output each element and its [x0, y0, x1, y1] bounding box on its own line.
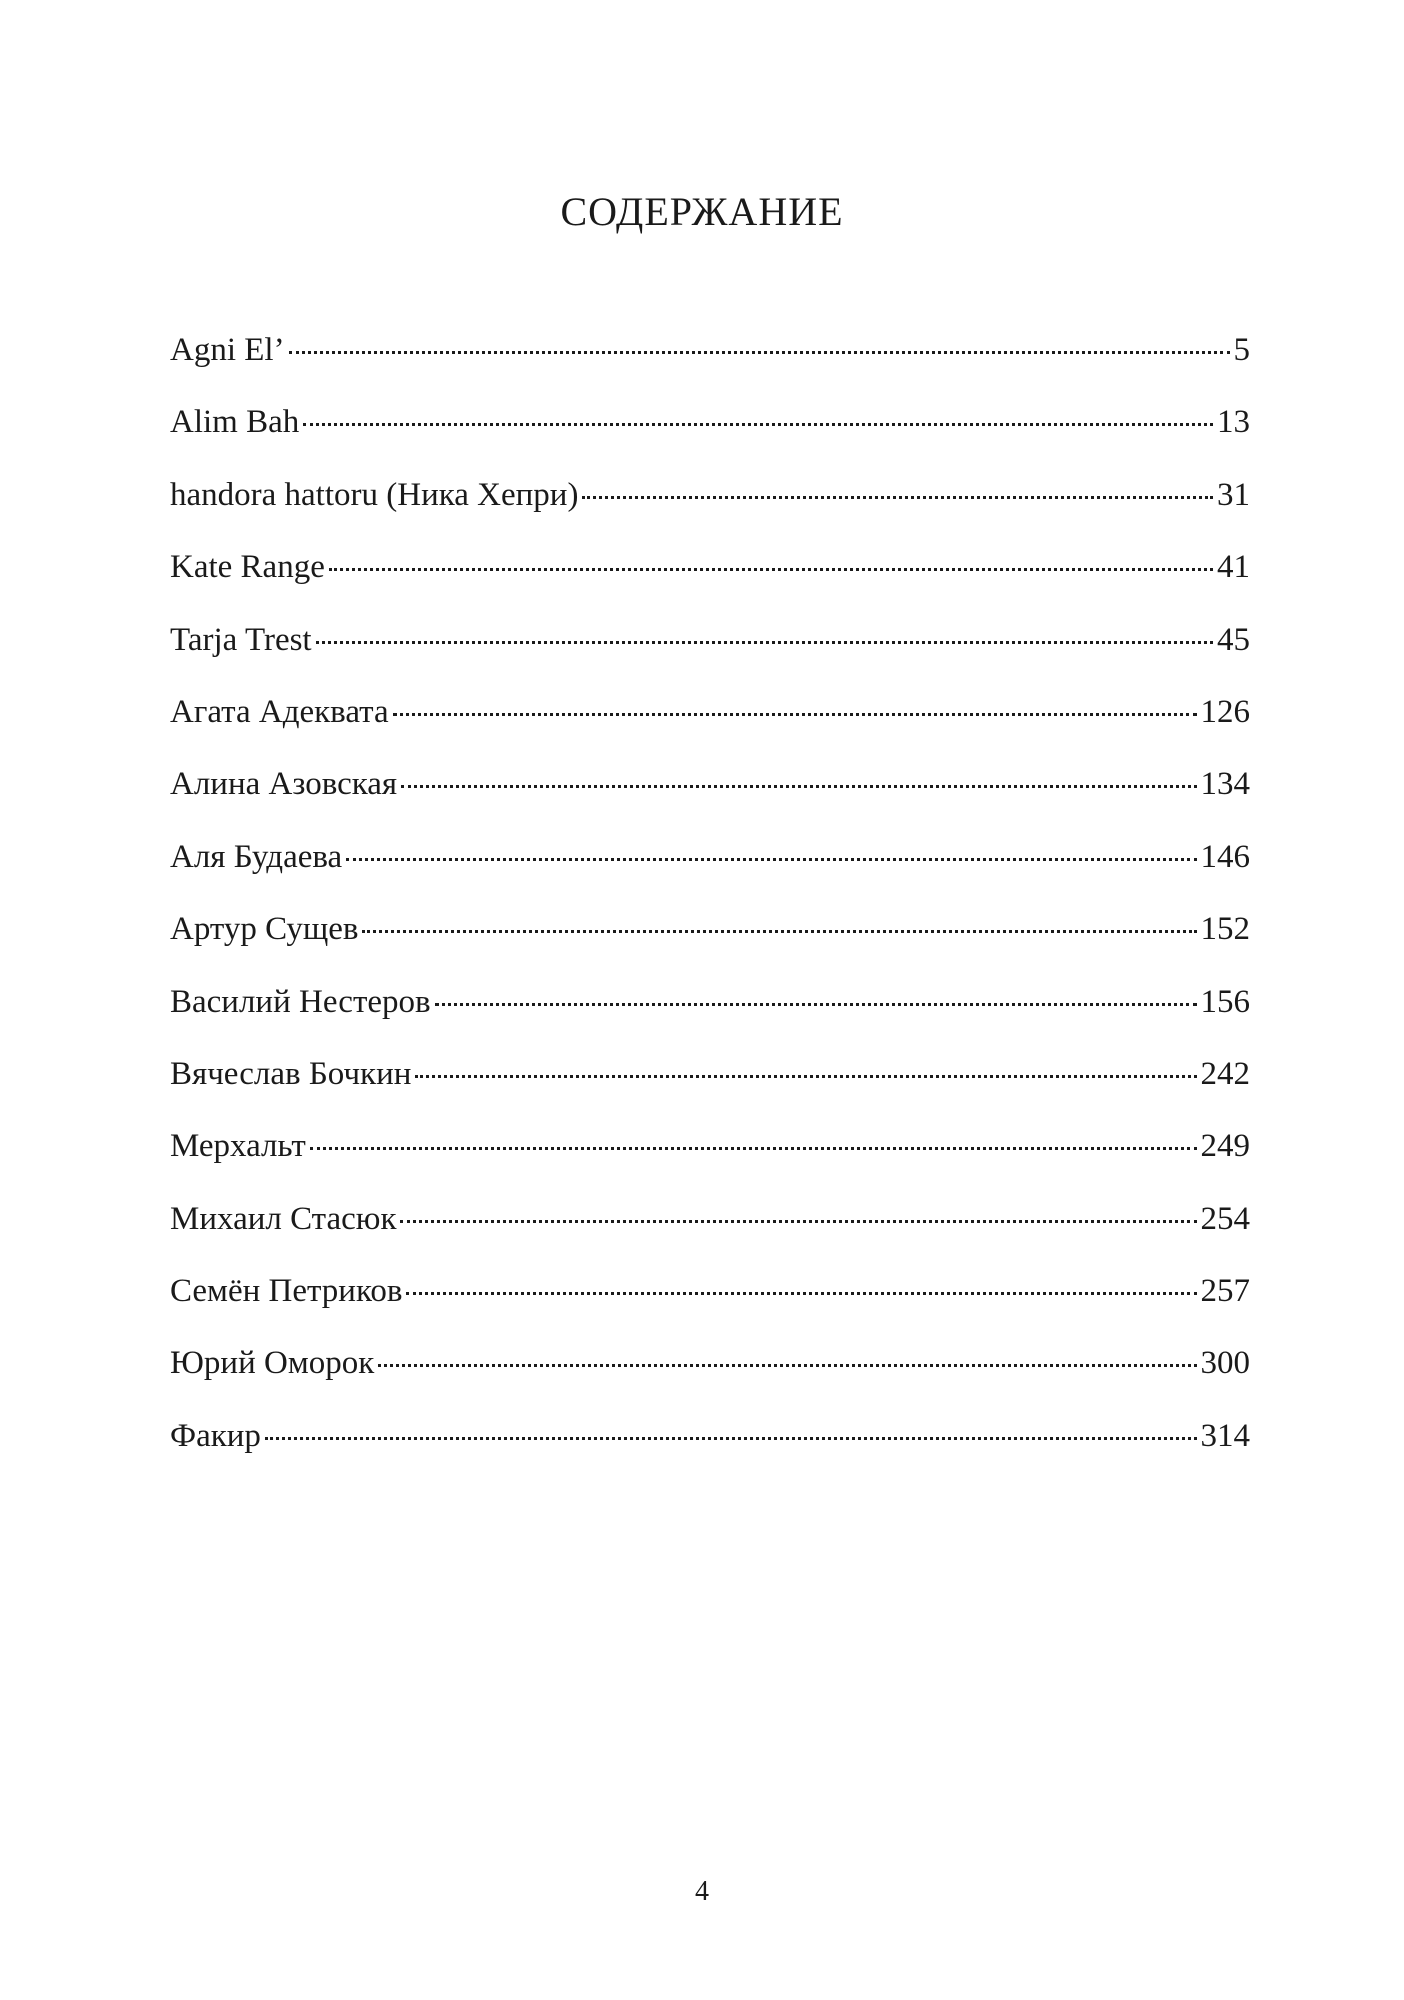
toc-entry[interactable] [170, 402, 1250, 474]
dot-leader [316, 641, 1213, 644]
toc-entry-page: 45 [1217, 621, 1250, 658]
toc-entry-page: 146 [1200, 838, 1250, 875]
dot-leader [393, 713, 1197, 716]
toc-entry[interactable] [170, 330, 1250, 402]
toc-entry[interactable] [170, 909, 1250, 981]
toc-entry-name: handora hattoru (Ника Хепри) [170, 476, 579, 513]
toc-entry-name: Agni El’ [170, 332, 285, 368]
toc-entry-name: Факир [170, 1417, 261, 1454]
page-number: 4 [695, 1876, 709, 1907]
toc-entry-name: Агата Адеквата [170, 693, 389, 730]
toc-entry-page: 13 [1217, 404, 1250, 441]
toc-entry-page: 249 [1200, 1128, 1250, 1165]
toc-entry[interactable] [170, 764, 1250, 836]
toc-entry-name: Юрий Оморок [170, 1345, 375, 1382]
toc-entry[interactable] [170, 1416, 1250, 1488]
toc-entry-name: Tarja Trest [170, 621, 312, 658]
toc-entry[interactable] [170, 547, 1250, 619]
toc-entry[interactable] [170, 1271, 1250, 1343]
toc-entry-name: Михаил Стасюк [170, 1200, 397, 1237]
dot-leader [310, 1147, 1197, 1150]
toc-entry-name: Alim Bah [170, 404, 300, 441]
toc-entry-page: 314 [1200, 1417, 1250, 1454]
dot-leader [289, 351, 1230, 354]
dot-leader [435, 1003, 1197, 1006]
toc-entry-page: 254 [1200, 1200, 1250, 1237]
dot-leader [401, 785, 1196, 788]
toc-entry-name: Kate Range [170, 549, 325, 586]
dot-leader [582, 496, 1213, 499]
toc-entry-page: 257 [1200, 1273, 1250, 1310]
dot-leader [303, 423, 1213, 426]
toc-entry-name: Вячеслав Бочкин [170, 1055, 412, 1092]
toc-entry-page: 126 [1200, 693, 1250, 730]
toc-entry[interactable] [170, 692, 1250, 764]
toc-entry[interactable] [170, 837, 1250, 909]
toc-entry-page: 242 [1200, 1055, 1250, 1092]
toc-entry[interactable] [170, 982, 1250, 1054]
dot-leader [346, 858, 1196, 861]
toc-entry-page: 134 [1200, 766, 1250, 803]
toc-entry[interactable] [170, 1054, 1250, 1126]
toc-entry[interactable] [170, 620, 1250, 692]
toc-entry-page: 156 [1200, 983, 1250, 1020]
page-title: СОДЕРЖАНИЕ [560, 189, 844, 234]
toc-entry-name: Артур Сущев [170, 911, 359, 948]
dot-leader [329, 568, 1213, 571]
dot-leader [362, 930, 1196, 933]
toc-entry-page: 41 [1217, 549, 1250, 586]
toc-entry-page: 300 [1200, 1345, 1250, 1382]
dot-leader [265, 1437, 1197, 1440]
dot-leader [415, 1075, 1196, 1078]
toc-entry-name: Аля Будаева [170, 838, 343, 875]
toc-entry-name: Василий Нестеров [170, 983, 431, 1020]
toc-entry-page: 152 [1200, 911, 1250, 948]
toc-entry[interactable] [170, 1343, 1250, 1415]
toc-entry-page: 31 [1217, 476, 1250, 513]
dot-leader [400, 1220, 1196, 1223]
toc-entry-name: Алина Азовская [170, 766, 398, 803]
toc-entry-page: 5 [1233, 332, 1250, 368]
table-of-contents [170, 330, 1250, 1488]
dot-leader [406, 1292, 1196, 1295]
dot-leader [378, 1364, 1196, 1367]
toc-entry[interactable] [170, 475, 1250, 547]
toc-entry-name: Мерхальт [170, 1128, 306, 1165]
toc-entry[interactable] [170, 1126, 1250, 1198]
toc-entry-name: Семён Петриков [170, 1273, 403, 1310]
toc-entry[interactable] [170, 1199, 1250, 1271]
